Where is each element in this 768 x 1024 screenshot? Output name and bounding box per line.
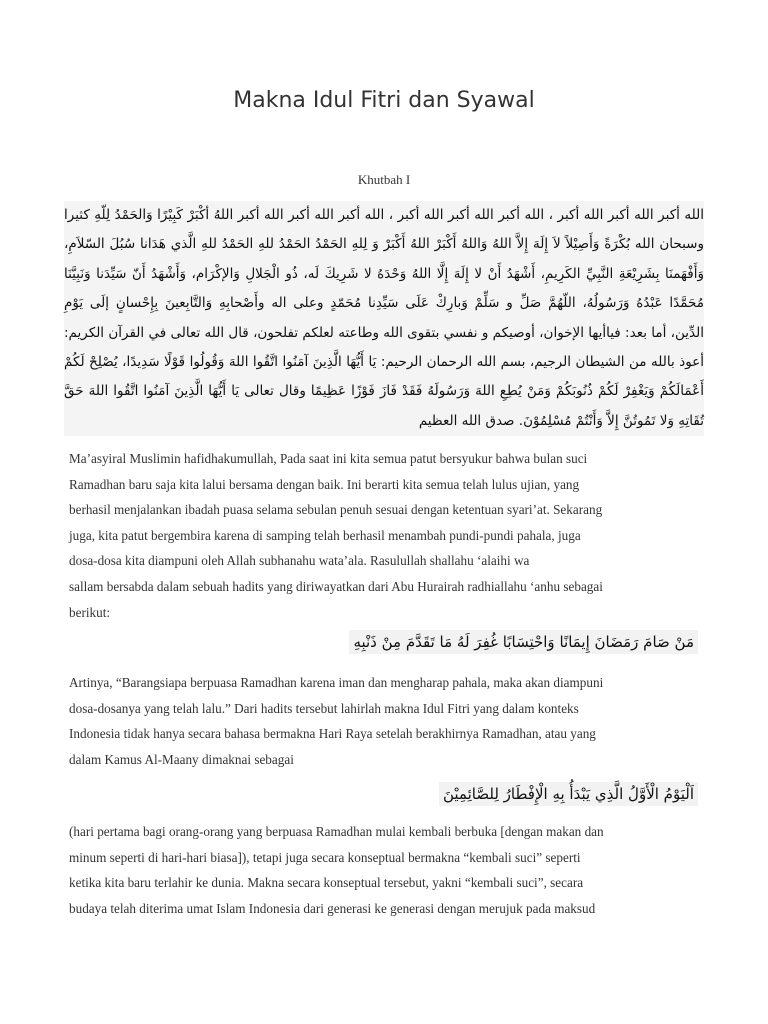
hadith-arabic: مَنْ صَامَ رَمَضَانَ إِيمَانًا وَاحْتِسَابًا غُفِرَ لَهُ مَا تَقَدَّمَ مِنْ ذَنْبِهِ [349,630,698,654]
arabic-line: أعوذ بالله من الشيطان الرجيم، بسم الله الرحمان الرحيم: يَا أَيُّهَا الَّذِينَ آمَنُوا اتَّقُوا اللهَ وَقُولُوا قَوْلًا سَدِيدًا، يُصْلِحْ لَكُمْ [64,348,704,377]
arabic-line: وَأَفْهَمنَا بِشَرِيْعَةِ النَّبِيِّ الكَرِيمِ، أَشْهَدُ أَنْ لا إِلَهَ إِلَّا اللهُ وَحْدَهُ لا شَرِيكَ لَه، ذُو الْجَلالِ وَالإكْرَام، وَأَشْهَدُ أَنّ سَيِّدَنا وَنَبِيَّنَا [64,260,704,289]
paragraph-line: Indonesia tidak hanya secara bahasa bermakna Hari Raya setelah berakhirnya Ramadhan, atau yang [69,726,596,742]
paragraph-line: dosa-dosa kita diampuni oleh Allah subhanahu wata’ala. Rasulullah shallahu ‘alaihi wa [69,553,530,569]
definition-arabic: اَلْيَوْمُ الْأَوَّلُ الَّذِي يَبْدَأُ بِهِ الْإِفْطَارُ لِلصَّائِمِيْنَ [439,782,698,806]
paragraph-line: berikut: [69,604,111,620]
paragraph-line: ketika kita baru terlahir ke dunia. Makna secara konseptual tersebut, yakni “kembali suci”, secara [69,875,584,891]
paragraph-hadith-meaning [69,670,699,772]
page-title: Makna Idul Fitri dan Syawal [233,88,535,113]
paragraph-line: minum seperti di hari-hari biasa]), tetapi juga secara konseptual bermakna “kembali suci” seperti [69,849,581,865]
arabic-line: تُقَاتِهِ وَلا تَمُوتُنَّ إِلاَّ وَأَنْتُمْ مُسْلِمُوْنَ. صدق الله العظيم [64,407,704,436]
paragraph-line: juga, kita patut bergembira karena di samping telah berhasil menambah pundi-pundi pahala, juga [69,527,581,543]
arabic-line: الدِّين، أما بعد: فياأيها الإخوان، أوصيكم و نفسي بتقوى الله وطاعته لعلكم تفلحون، قال الله تعالى في القرآن الكريم: [64,319,704,348]
arabic-line: مُحَمَّدًا عَبْدُهُ وَرَسُولُهُ، اللّهُمَّ صَلِّ و سَلِّمْ وَبارِكْ عَلَى سَيِّدِنا مُحَمّدٍ وعلى اله وأَصْحابِهِ وَالتَّابِعينَ بِإِحْسانٍ إلَى يَوْمِ [64,289,704,318]
arabic-line: الله أكبر الله أكبر الله أكبر ، الله أكبر الله أكبر الله أكبر ، الله أكبر الله أكبر الله أكبر اللهُ أكْبَرْ كَبِيْرًا وَالحَمْدُ لِلّهِ كثيرا [64,201,704,230]
arabic-line: وسبحان الله بُكْرَةً وَأَصِيْلاً لاَ إِلَهَ إِلاَّ اللهُ وَاللهُ أَكْبَرْ اللهُ أَكْبَرْ وَ لِلهِ الحَمْدُ الحَمْدُ للهِ الحَمْدُ للهِ الَّذي هَدَانا سُبُلَ السّلاَمِ، [64,230,704,259]
paragraph-line: dalam Kamus Al-Maany dimaknai sebagai [69,751,294,767]
paragraph-line: Ma’asyiral Muslimin hafidhakumullah, Pada saat ini kita semua patut bersyukur bahwa bulan suci [69,451,588,466]
khutbah-subtitle: Khutbah I [357,172,411,187]
paragraph-line: sallam bersabda dalam sebuah hadits yang diriwayatkan dari Abu Hurairah radhiallahu ‘anhu sebagai [69,578,603,594]
paragraph-opening [69,446,699,625]
paragraph-line: Ramadhan baru saja kita lalui bersama dengan baik. Ini berarti kita semua telah lulus ujian, yang [69,476,580,492]
paragraph-line: Artinya, “Barangsiapa berpuasa Ramadhan karena iman dan mengharap pahala, maka akan diampuni [69,675,604,690]
paragraph-line: (hari pertama bagi orang-orang yang berpuasa Ramadhan mulai kembali berbuka [dengan makan dan [69,824,604,839]
arabic-line: أَعْمَالَكُمْ وَيَغْفِرْ لَكُمْ ذُنُوبَكُمْ وَمَنْ يُطِعِ اللهَ وَرَسُولَهُ فَقَدْ فَازَ فَوْزًا عَظِيمًا وقال تعالى يَا أَيُّهَا الَّذِينَ آمَنُوا اتَّقُوا اللهَ حَقَّ [64,377,704,406]
paragraph-line: budaya telah diterima umat Islam Indonesia dari generasi ke generasi dengan merujuk pada maksud [69,900,596,916]
paragraph-line: dosa-dosanya yang telah lalu.” Dari hadits tersebut lahirlah makna Idul Fitri yang dalam konteks [69,700,579,716]
paragraph-concept [69,819,699,921]
arabic-opening-block [64,201,704,436]
paragraph-line: berhasil menjalankan ibadah puasa selama sebulan penuh sesuai dengan ketentuan syari’at. Sekarang [69,502,603,518]
